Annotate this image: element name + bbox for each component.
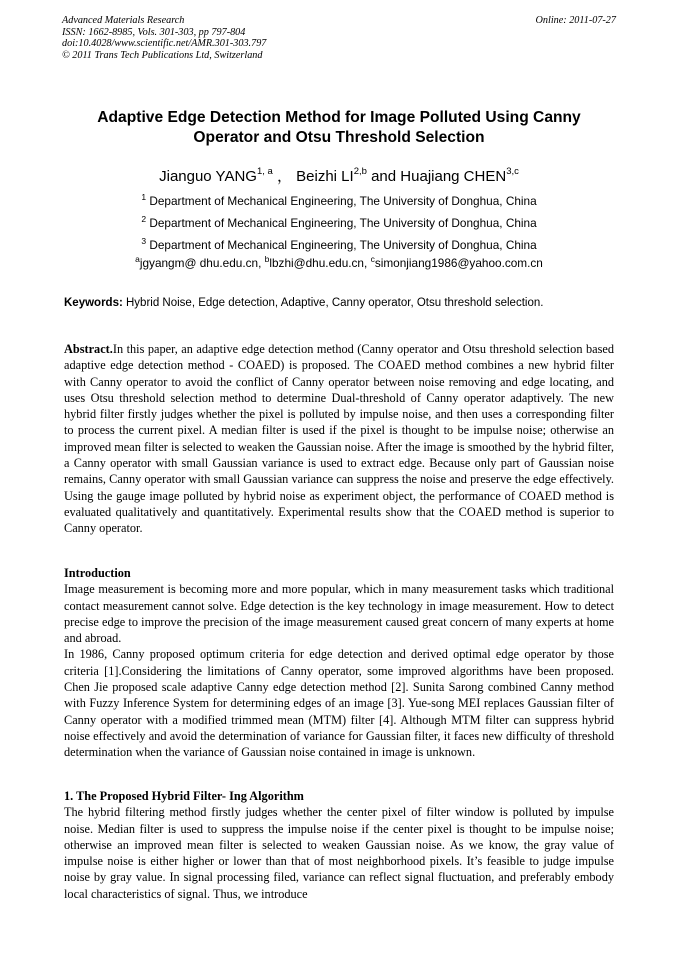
affiliation-2-text: Department of Mechanical Engineering, The University of Donghua, China bbox=[146, 216, 537, 230]
affiliation-3-text: Department of Mechanical Engineering, The University of Donghua, China bbox=[146, 238, 537, 252]
journal-name: Advanced Materials Research bbox=[62, 15, 185, 26]
affiliation-3 bbox=[60, 238, 618, 253]
author-and: and bbox=[366, 168, 401, 185]
email-b: lbzhi@dhu.edu.cn, bbox=[269, 256, 371, 270]
doi-line: doi:10.4028/www.scientific.net/AMR.301-303.797 bbox=[62, 38, 267, 49]
affiliation-1 bbox=[60, 194, 618, 209]
abstract-paragraph bbox=[64, 341, 614, 537]
author-1-sup: 1, a bbox=[256, 166, 273, 177]
email-c-sup: c bbox=[370, 254, 375, 264]
introduction-paragraph-2: In 1986, Canny proposed optimum criteria for edge detection and derived optimal edge operator by those criteria [1].Considering the limitations of Canny operator, some improved algorithms have been proposed. Chen Jie proposed scale adaptive Canny edge detection method [2]. Sunita Sarong combined Canny method with Fuzzy Inference System for determining edges of an image [3]. Yue-song MEI replaces Gaussian filter of Canny operator with a modified trimmed mean (MTM) filter [4]. Although MTM filter can suppress hybrid noise effectively and avoid the determination of variance for Gaussian filter, it faces new difficulty of threshold determination when the variance of Gaussian noise contained in image is unknown. bbox=[64, 647, 614, 760]
section-1 bbox=[64, 788, 614, 902]
section-1-paragraph-1: The hybrid filtering method firstly judges whether the center pixel of filter window is polluted by impulse noise. Median filter is used to suppress the impulse noise if the center pixel is thought to be impulse noise; otherwise an improved mean filter is selected to weaken Gaussian noise. As we know, the gray value of impulse noise is either higher or lower than that of most neighborhood pixels. It’s feasible to judge impulse noise by gray value. In signal processing filed, variance can reflect signal fluctuation, and preferably embody local characteristics of signal. Thus, we introduce bbox=[64, 805, 614, 901]
title-line-2: Operator and Otsu Threshold Selection bbox=[193, 129, 485, 146]
copyright-line: © 2011 Trans Tech Publications Ltd, Switzerland bbox=[62, 49, 263, 61]
abstract bbox=[64, 341, 614, 537]
abstract-label: Abstract. bbox=[64, 342, 113, 356]
affiliation-2-num: 2 bbox=[141, 214, 147, 224]
keywords bbox=[64, 296, 618, 311]
introduction-section bbox=[64, 565, 614, 761]
email-a-sup: a bbox=[135, 254, 140, 264]
author-separator: ， bbox=[272, 168, 297, 185]
introduction-heading: Introduction bbox=[64, 566, 131, 580]
email-b-sup: b bbox=[264, 254, 270, 264]
paper-title bbox=[60, 108, 618, 148]
author-emails bbox=[60, 256, 618, 271]
affiliation-3-num: 3 bbox=[141, 236, 147, 246]
abstract-text: In this paper, an adaptive edge detection method (Canny operator and Otsu threshold selection based adaptive edge detection method - COAED) is proposed. The COAED method combines a new hybrid filter with Canny operator to avoid the conflict of Canny operator between noise removing and edge locating, and uses Otsu threshold selection method to determine Dual-threshold of Canny operator adaptively. The new hybrid filter firstly judges whether the pixel is polluted by impulse noise, and then uses a corresponding filter to process the current pixel. A median filter is used if the pixel is thought to be impulse noise; otherwise an improved mean filter is selected to weaken the Gaussian noise. After the image is smoothed by the hybrid filter, a Canny operator with small Gaussian variance is used to extract edge. Because only part of Gaussian noise remains, Canny operator with small Gaussian variance can suppress the noise and preserve the edge effectively. Using the gauge image polluted by hybrid noise as experiment object, the performance of COAED method is evaluated qualitatively and quantitatively. Experimental results show that the COAED method is superior to Canny operator. bbox=[64, 342, 614, 536]
issn-line: ISSN: 1662-8985, Vols. 301-303, pp 797-804 bbox=[62, 26, 246, 38]
title-line-1: Adaptive Edge Detection Method for Image Polluted Using Canny bbox=[97, 109, 581, 126]
keywords-text: Hybrid Noise, Edge detection, Adaptive, Canny operator, Otsu threshold selection. bbox=[122, 297, 544, 309]
affiliation-1-num: 1 bbox=[141, 192, 147, 202]
journal-header bbox=[62, 15, 616, 61]
introduction-paragraph-1: Image measurement is becoming more and more popular, which in many measurement tasks which traditional contact measurement cannot solve. Edge detection is the key technology in image measurement. How to detect precise edge to improve the precision of the image measurement caused great concern of many experts at home and abroad. bbox=[64, 582, 614, 646]
email-c: simonjiang1986@yahoo.com.cn bbox=[374, 256, 543, 270]
author-3-name: Huajiang CHEN bbox=[400, 168, 507, 185]
author-list bbox=[60, 167, 618, 187]
online-date: Online: 2011-07-27 bbox=[535, 15, 616, 26]
author-1-name: Jianguo YANG bbox=[159, 168, 257, 185]
email-a: jgyangm@ dhu.edu.cn, bbox=[139, 256, 265, 270]
keywords-label: Keywords: bbox=[64, 297, 123, 309]
author-2-name: Beizhi LI bbox=[296, 168, 354, 185]
section-1-heading: 1. The Proposed Hybrid Filter- Ing Algorithm bbox=[64, 789, 304, 803]
author-2-sup: 2,b bbox=[353, 166, 367, 177]
author-3-sup: 3,c bbox=[506, 166, 519, 177]
affiliation-1-text: Department of Mechanical Engineering, The University of Donghua, China bbox=[146, 194, 537, 208]
affiliation-2 bbox=[60, 216, 618, 231]
